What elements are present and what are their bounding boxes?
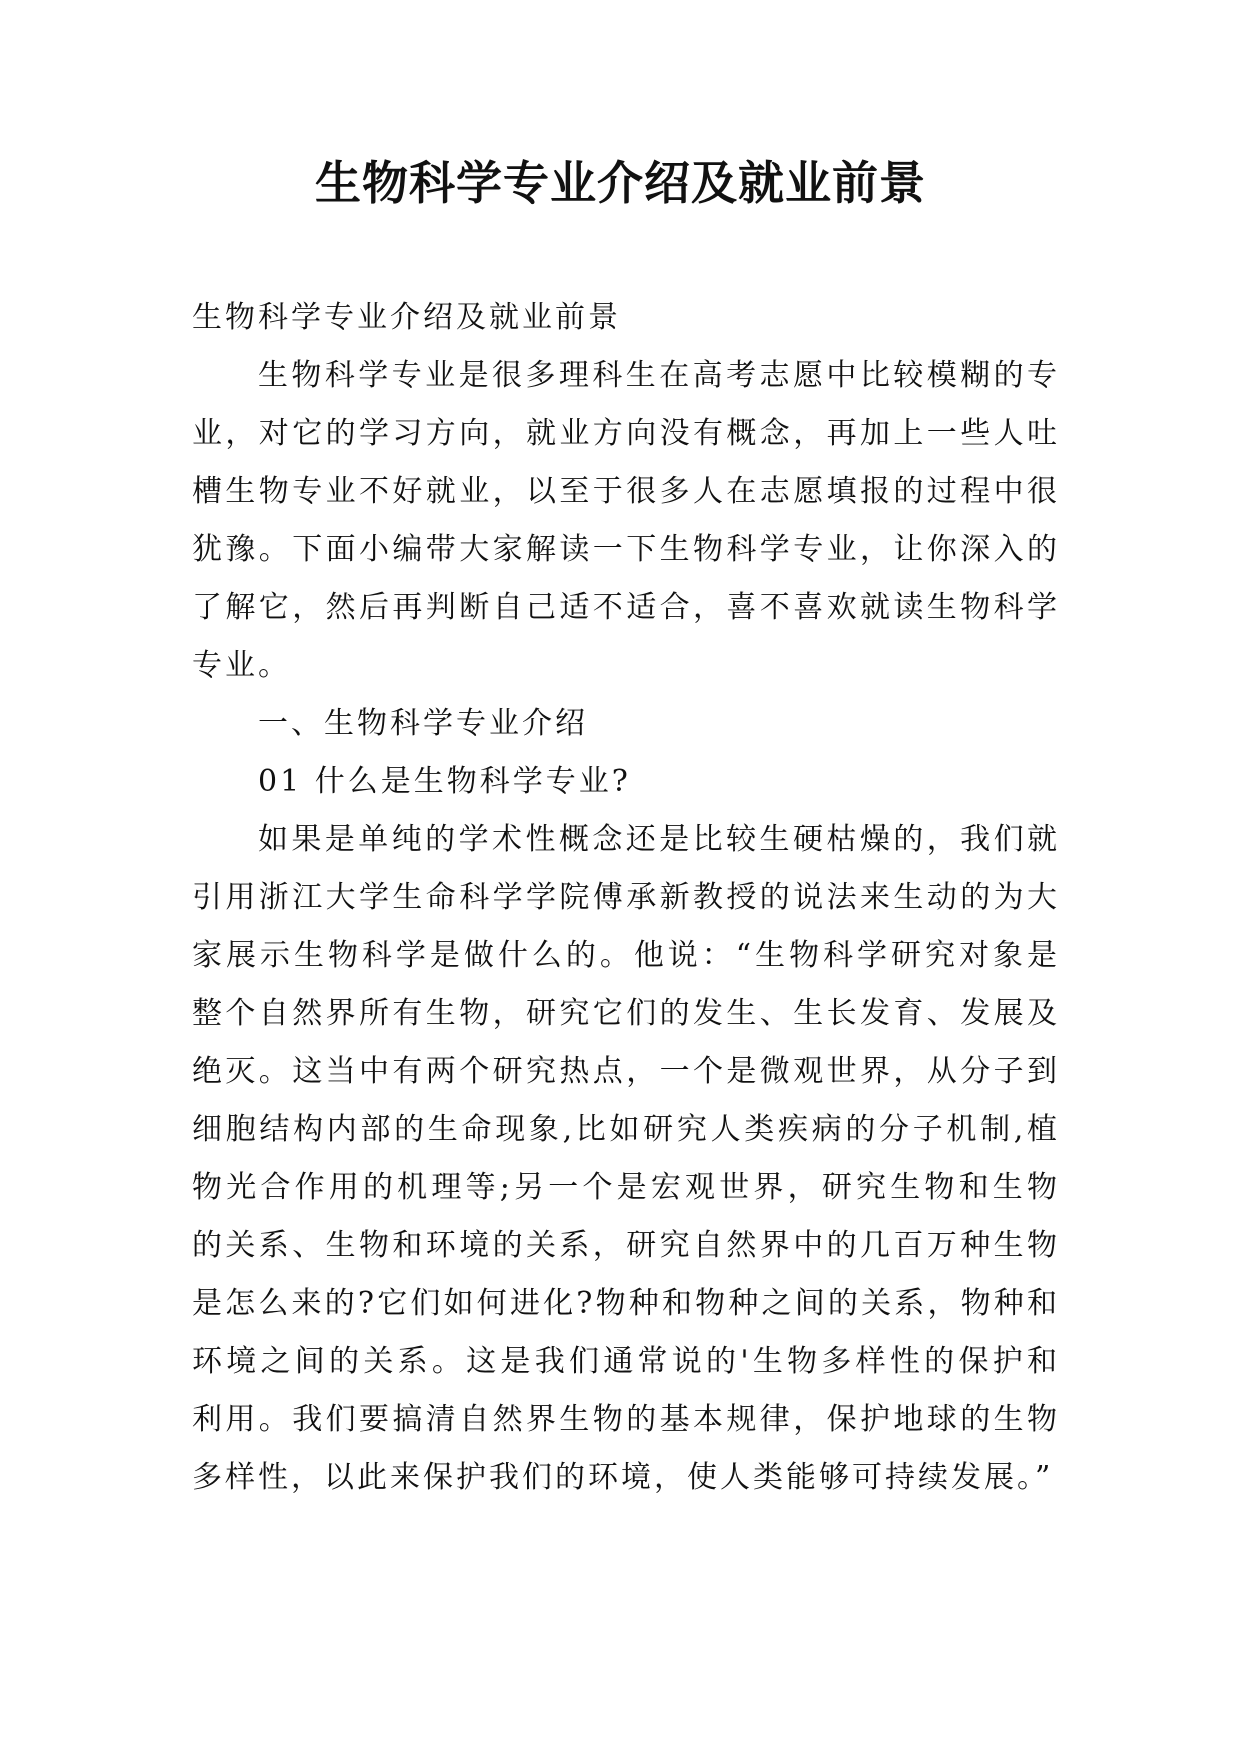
document-title: 生物科学专业介绍及就业前景 (315, 156, 926, 210)
subsection-heading-01: 01 什么是生物科学专业? (258, 764, 631, 799)
paragraph-definition: 如果是单纯的学术性概念还是比较生硬枯燥的，我们就引用浙江大学生命科学学院傅承新教授的说法来生动的为大家展示生物科学是做什么的。他说：“生物科学研究对象是整个自然界所有生物，研究它们的发生、生长发育、发展及绝灭。这当中有两个研究热点，一个是微观世界，从分子到细胞结构内部的生命现象,比如研究人类疾病的分子机制,植物光合作用的机理等;另一个是宏观世界，研究生物和生物的关系、生物和环境的关系，研究自然界中的几百万种生物是怎么来的?它们如何进化?物种和物种之间的关系，物种和环境之间的关系。这是我们通常说的'生物多样性的保护和利用。我们要搞清自然界生物的基本规律，保护地球的生物多样性，以此来保护我们的环境，使人类能够可持续发展。” (192, 822, 1060, 1495)
paragraph-intro: 生物科学专业是很多理科生在高考志愿中比较模糊的专业，对它的学习方向，就业方向没有概念，再加上一些人吐槽生物专业不好就业，以至于很多人在志愿填报的过程中很犹豫。下面小编带大家解读一下生物科学专业，让你深入的了解它，然后再判断自己适不适合，喜不喜欢就读生物科学专业。 (192, 358, 1060, 683)
section-heading-1: 一、生物科学专业介绍 (258, 706, 588, 741)
paragraph-subtitle: 生物科学专业介绍及就业前景 (192, 300, 621, 335)
document-body (192, 289, 1060, 1507)
